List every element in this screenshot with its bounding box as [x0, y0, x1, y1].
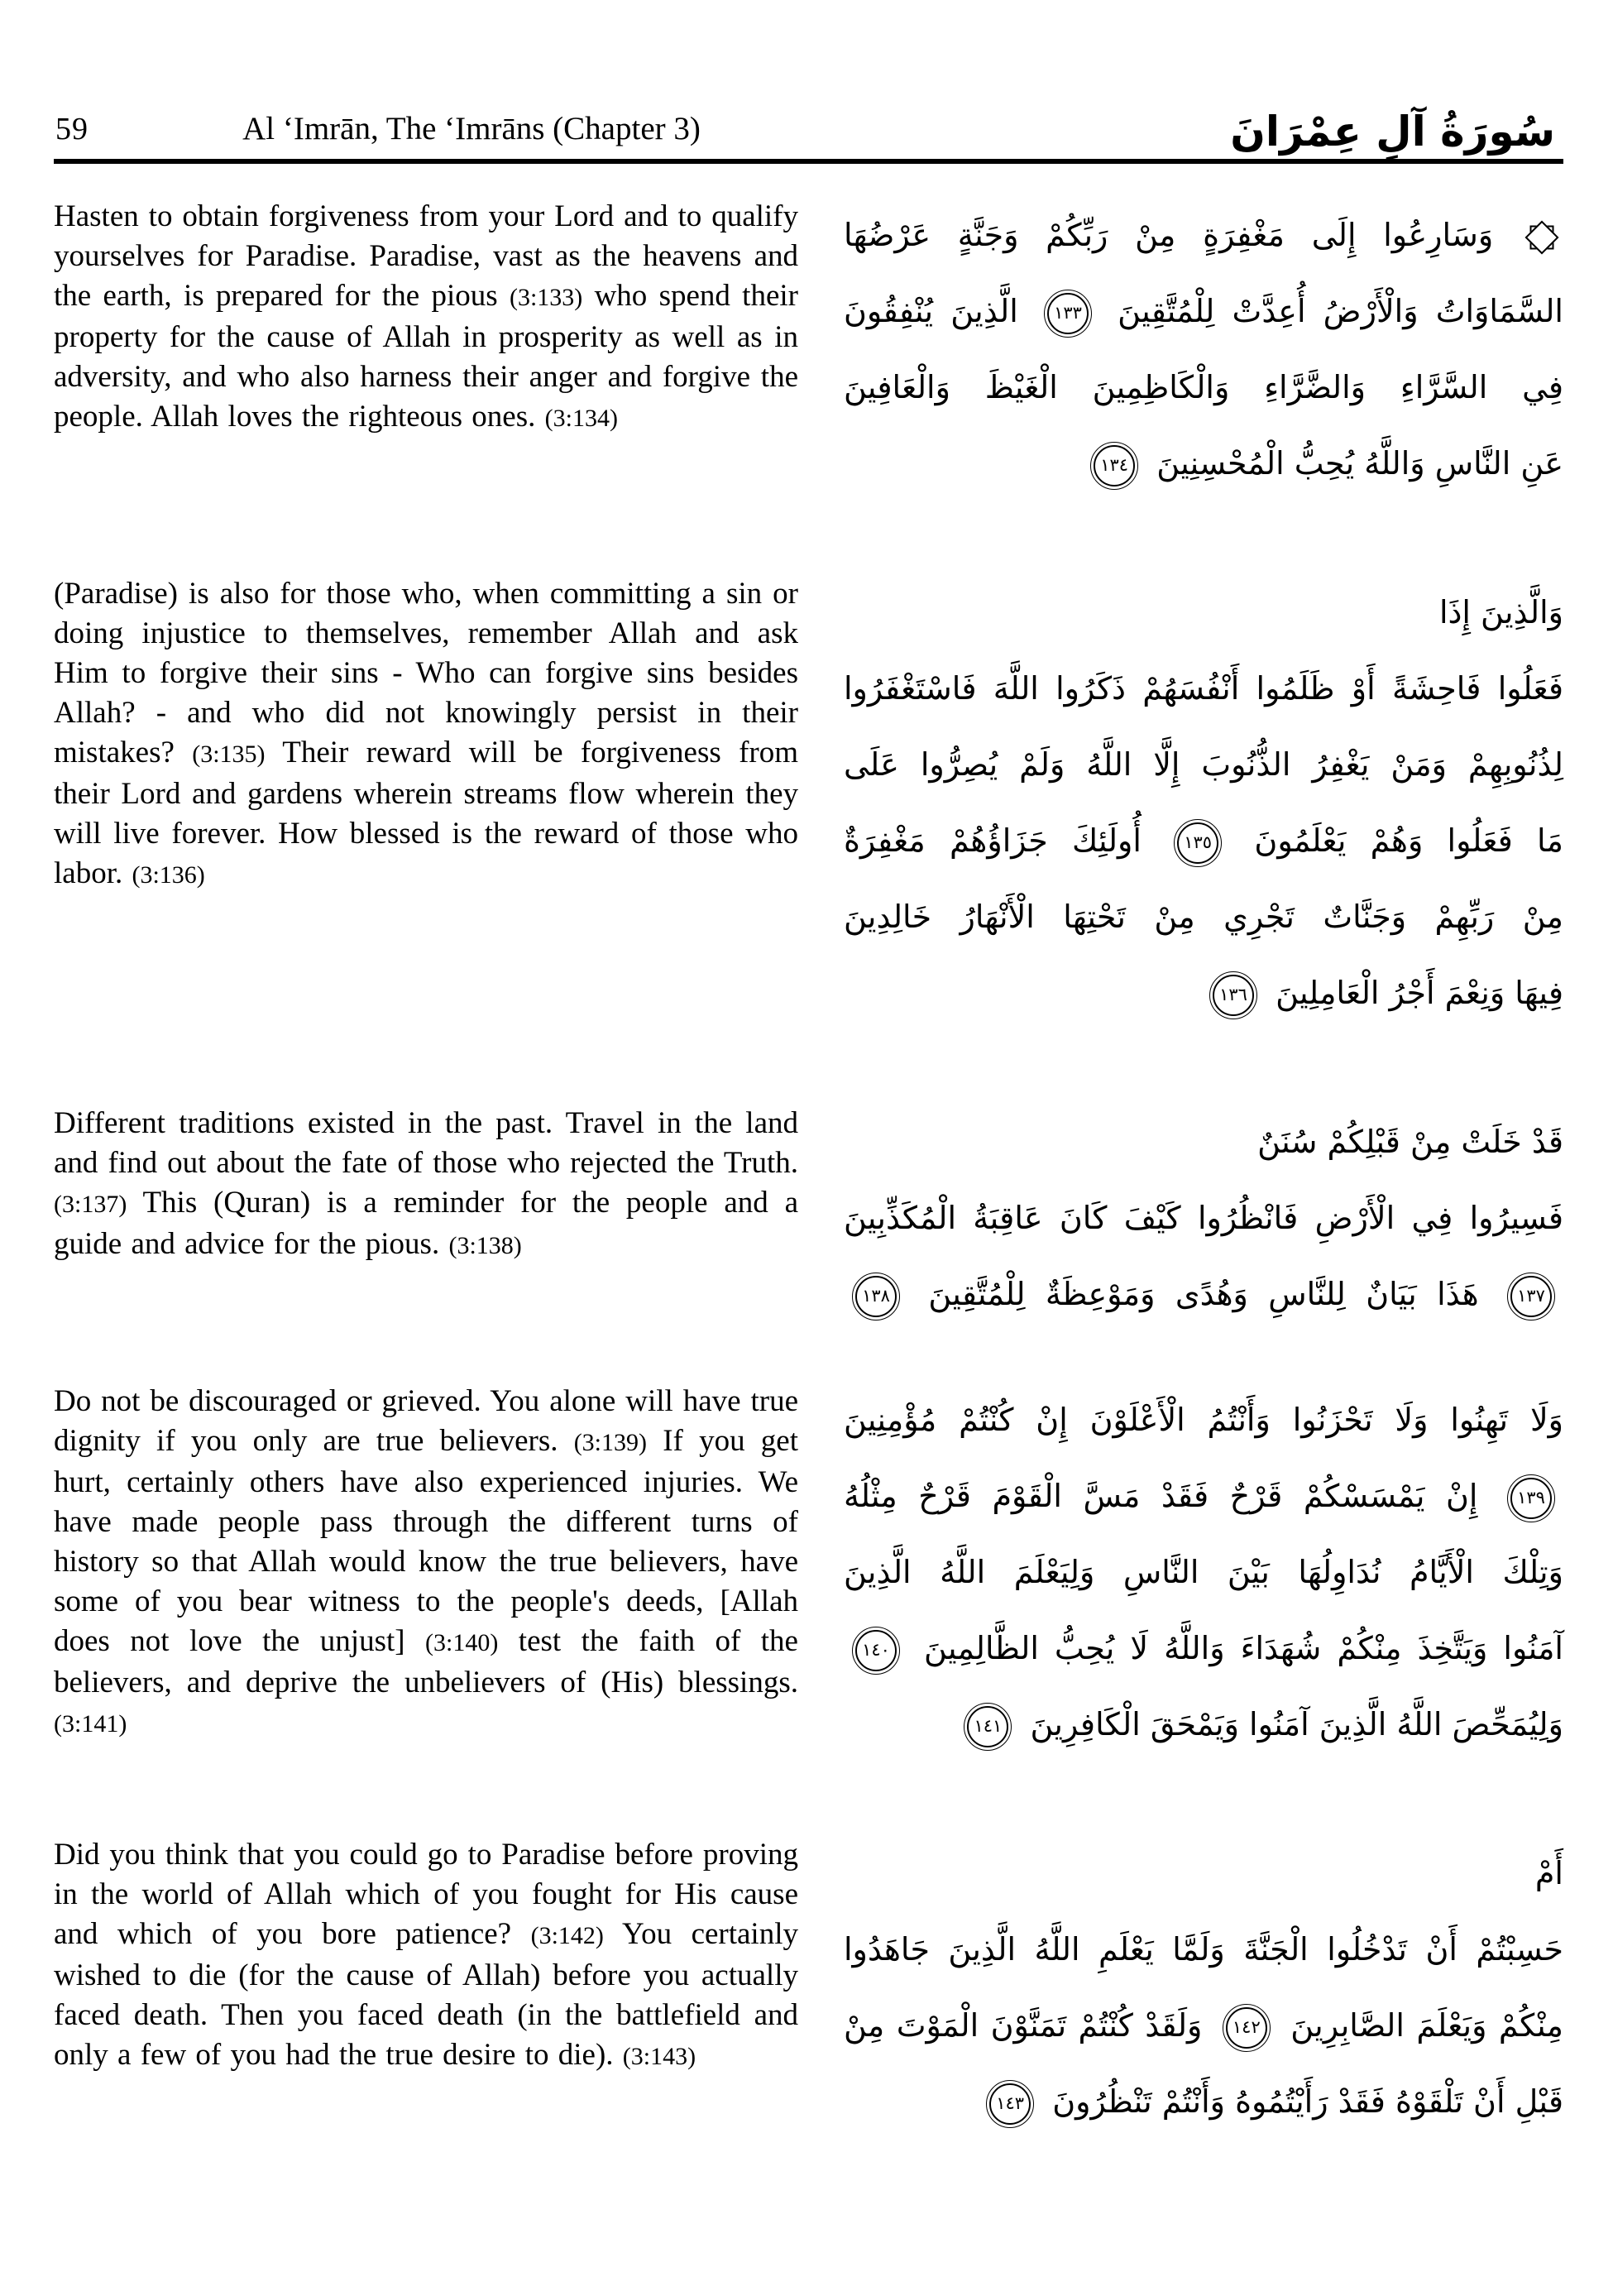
- english-paragraph: [54, 574, 798, 895]
- arabic-text: إِنْ يَمْسَسْكُمْ قَرْحٌ فَقَدْ مَسَّ الْقَوْمَ قَرْحٌ مِثْلُهُ: [844, 1478, 1478, 1514]
- arabic-column: [844, 1382, 1563, 1762]
- arabic-line: [844, 1686, 1563, 1762]
- arabic-line: [844, 726, 1563, 803]
- arabic-line: [844, 879, 1563, 955]
- verse-reference: (3:137): [54, 1191, 127, 1218]
- verse-reference: (3:141): [54, 1710, 127, 1738]
- arabic-line: [844, 425, 1563, 501]
- arabic-line: [844, 197, 1563, 273]
- section-row: [54, 1382, 1563, 1762]
- arabic-line: [844, 1458, 1563, 1534]
- english-column: [54, 574, 798, 895]
- arabic-text: مِنْ رَبِّهِمْ وَجَنَّاتٌ تَجْرِي مِنْ تَحْتِهَا الْأَنْهَارُ خَالِدِينَ: [844, 899, 1563, 935]
- english-text: If you get hurt, certainly others have also experienced injuries. We have made people pass through the different turns of history so that Allah would know the true believers, have some of you bear witness to the people's deeds, [Allah does not love the unjust]: [54, 1424, 798, 1658]
- verse-marker: ١٣٥: [1177, 822, 1218, 864]
- verse-reference: (3:143): [622, 2043, 696, 2070]
- verse-marker: ١٤٣: [989, 2083, 1031, 2125]
- arabic-text: الَّذِينَ يُنْفِقُونَ: [844, 293, 1018, 329]
- verse-reference: (3:134): [544, 405, 618, 432]
- arabic-text: فِي السَّرَّاءِ وَالضَّرَّاءِ وَالْكَاظِمِينَ الْغَيْظَ وَالْعَافِينَ: [844, 369, 1563, 405]
- verse-reference: (3:139): [573, 1429, 648, 1456]
- arabic-text: وَتِلْكَ الْأَيَّامُ نُدَاوِلُهَا بَيْنَ النَّاسِ وَلِيَعْلَمَ اللَّهُ الَّذِينَ: [844, 1554, 1563, 1590]
- arabic-column: [844, 197, 1563, 501]
- arabic-line: [844, 1987, 1563, 2064]
- header-divider: [54, 159, 1563, 164]
- arabic-line: [844, 2064, 1563, 2140]
- verse-reference: (3:133): [509, 284, 583, 311]
- english-text: Their reward will be forgiveness from their Lord and gardens wherein streams flow wherein they will live forever. How blessed is the reward of those who labor.: [54, 736, 798, 890]
- arabic-line: [844, 1180, 1563, 1256]
- arabic-line: [844, 1534, 1563, 1610]
- arabic-column: [844, 574, 1563, 1031]
- arabic-text: فِيهَا وَنِعْمَ أَجْرُ الْعَامِلِينَ: [1276, 975, 1563, 1011]
- arabic-line: [844, 1382, 1563, 1458]
- arabic-text: فَسِيرُوا فِي الْأَرْضِ فَانْظُرُوا كَيْفَ كَانَ عَاقِبَةُ الْمُكَذِّبِينَ: [844, 1200, 1563, 1236]
- english-text: (Paradise) is also for those who, when committing a sin or doing injustice to themselves, remember Allah and ask Him to forgive their sins - Who can forgive sins besides Allah? - and who did not knowingly persist in their mistakes?: [54, 577, 798, 769]
- english-text: This (Quran) is a reminder for the people and a guide and advice for the pious.: [54, 1186, 798, 1261]
- english-text: test the faith of the believers, and deprive the unbelievers of (His) blessings.: [54, 1624, 798, 1699]
- arabic-line: [844, 574, 1563, 650]
- english-paragraph: [54, 1104, 798, 1266]
- verse-reference: (3:136): [132, 861, 205, 889]
- arabic-line: [844, 955, 1563, 1031]
- arabic-text: أَمْ: [1534, 1855, 1563, 1891]
- chapter-title: Al ‘Imrān, The ‘Imrāns (Chapter 3): [242, 111, 701, 146]
- arabic-text: قَدْ خَلَتْ مِنْ قَبْلِكُمْ سُنَنٌ: [1257, 1124, 1563, 1160]
- english-paragraph: [54, 1382, 798, 1744]
- english-text: Hasten to obtain forgiveness from your Lord and to qualify yourselves for Paradise. Paradise, vast as the heavens and the earth, is prepared for the pious: [54, 199, 798, 313]
- verse-marker: ١٤١: [967, 1706, 1008, 1747]
- section-row: [54, 1104, 1563, 1332]
- verse-marker: ١٣٨: [855, 1276, 897, 1317]
- english-column: [54, 197, 798, 439]
- english-text: who spend their property for the cause of Allah in prosperity as well as in adversity, and who also harness their anger and forgive the people. Allah loves the righteous ones.: [54, 279, 798, 434]
- verse-reference: (3:140): [425, 1629, 499, 1656]
- arabic-line: [844, 803, 1563, 879]
- verse-marker: ١٣٤: [1094, 445, 1135, 487]
- english-column: [54, 1104, 798, 1266]
- verse-marker: ١٣٧: [1510, 1276, 1552, 1317]
- page-content: [54, 197, 1563, 2140]
- english-column: [54, 1382, 798, 1744]
- arabic-text: وَلَقَدْ كُنْتُمْ تَمَنَّوْنَ الْمَوْتَ مِنْ: [844, 2007, 1203, 2044]
- arabic-text: أُولَئِكَ جَزَاؤُهُمْ مَغْفِرَةٌ: [844, 822, 1142, 859]
- arabic-text: السَّمَاوَاتُ وَالْأَرْضُ أُعِدَّتْ لِلْمُتَّقِينَ: [1118, 293, 1563, 329]
- section-row: [54, 574, 1563, 1031]
- arabic-text: وَسَارِعُوا إِلَى مَغْفِرَةٍ مِنْ رَبِّكُمْ وَجَنَّةٍ عَرْضُهَا: [844, 217, 1494, 253]
- arabic-line: [844, 1911, 1563, 1987]
- section-row: [54, 1835, 1563, 2140]
- rub-el-hizb-icon: [1525, 221, 1558, 254]
- english-text: Did you think that you could go to Paradise before proving in the world of Allah which of you fought for His cause and which of you bore patience?: [54, 1838, 798, 1951]
- arabic-line: [844, 349, 1563, 425]
- verse-marker: ١٣٣: [1047, 293, 1089, 334]
- arabic-line: [844, 1610, 1563, 1686]
- arabic-text: مِنْكُمْ وَيَعْلَمَ الصَّابِرِينَ: [1290, 2007, 1563, 2044]
- arabic-text: هَذَا بَيَانٌ لِلنَّاسِ وَهُدًى وَمَوْعِظَةٌ لِلْمُتَّقِينَ: [928, 1276, 1479, 1312]
- english-paragraph: [54, 1835, 798, 2077]
- arabic-text: وَلَا تَهِنُوا وَلَا تَحْزَنُوا وَأَنْتُمُ الْأَعْلَوْنَ إِنْ كُنْتُمْ مُؤْمِنِينَ: [844, 1402, 1563, 1438]
- arabic-text: آمَنُوا وَيَتَّخِذَ مِنْكُمْ شُهَدَاءَ وَاللَّهُ لَا يُحِبُّ الظَّالِمِينَ: [924, 1630, 1563, 1666]
- arabic-text: وَلِيُمَحِّصَ اللَّهُ الَّذِينَ آمَنُوا وَيَمْحَقَ الْكَافِرِينَ: [1030, 1706, 1563, 1742]
- verse-reference: (3:138): [448, 1232, 522, 1259]
- english-text: You certainly wished to die (for the cause of Allah) before you actually faced death. Then you faced death (in the battlefield and only a few of you had the true desire to die).: [54, 1917, 798, 2072]
- english-text: Do not be discouraged or grieved. You alone will have true dignity if you only are true believers.: [54, 1384, 798, 1458]
- arabic-text: حَسِبْتُمْ أَنْ تَدْخُلُوا الْجَنَّةَ وَلَمَّا يَعْلَمِ اللَّهُ الَّذِينَ جَاهَدُوا: [844, 1931, 1563, 1968]
- page-number: 59: [55, 112, 89, 146]
- verse-reference: (3:135): [192, 741, 266, 768]
- verse-marker: ١٣٩: [1510, 1478, 1552, 1519]
- verse-reference: (3:142): [530, 1922, 604, 1949]
- arabic-line: [844, 1835, 1563, 1911]
- english-column: [54, 1835, 798, 2077]
- arabic-text: قَبْلِ أَنْ تَلْقَوْهُ فَقَدْ رَأَيْتُمُوهُ وَأَنْتُمْ تَنْظُرُونَ: [1052, 2083, 1563, 2120]
- arabic-line: [844, 1256, 1563, 1332]
- arabic-text: عَنِ النَّاسِ وَاللَّهُ يُحِبُّ الْمُحْسِنِينَ: [1156, 445, 1563, 482]
- arabic-line: [844, 650, 1563, 726]
- english-text: Different traditions existed in the past. Travel in the land and find out about the fate of those who rejected the Truth.: [54, 1106, 798, 1180]
- arabic-line: [844, 273, 1563, 349]
- arabic-text: وَالَّذِينَ إِذَا: [1438, 594, 1563, 630]
- arabic-line: [844, 1104, 1563, 1180]
- arabic-column: [844, 1104, 1563, 1332]
- section-row: [54, 197, 1563, 501]
- page-header: [54, 79, 1563, 159]
- surah-name-calligraphy: سُورَةُ آلِ عِمْرَانَ: [1230, 108, 1555, 156]
- arabic-text: فَعَلُوا فَاحِشَةً أَوْ ظَلَمُوا أَنْفُسَهُمْ ذَكَرُوا اللَّهَ فَاسْتَغْفَرُوا: [844, 670, 1563, 707]
- verse-marker: ١٤٢: [1226, 2007, 1267, 2049]
- verse-marker: ١٣٦: [1213, 975, 1254, 1016]
- verse-marker: ١٤٠: [855, 1630, 897, 1671]
- arabic-column: [844, 1835, 1563, 2140]
- english-paragraph: [54, 197, 798, 439]
- arabic-text: لِذُنُوبِهِمْ وَمَنْ يَغْفِرُ الذُّنُوبَ إِلَّا اللَّهُ وَلَمْ يُصِرُّوا عَلَى: [844, 746, 1563, 783]
- arabic-text: مَا فَعَلُوا وَهُمْ يَعْلَمُونَ: [1254, 822, 1563, 859]
